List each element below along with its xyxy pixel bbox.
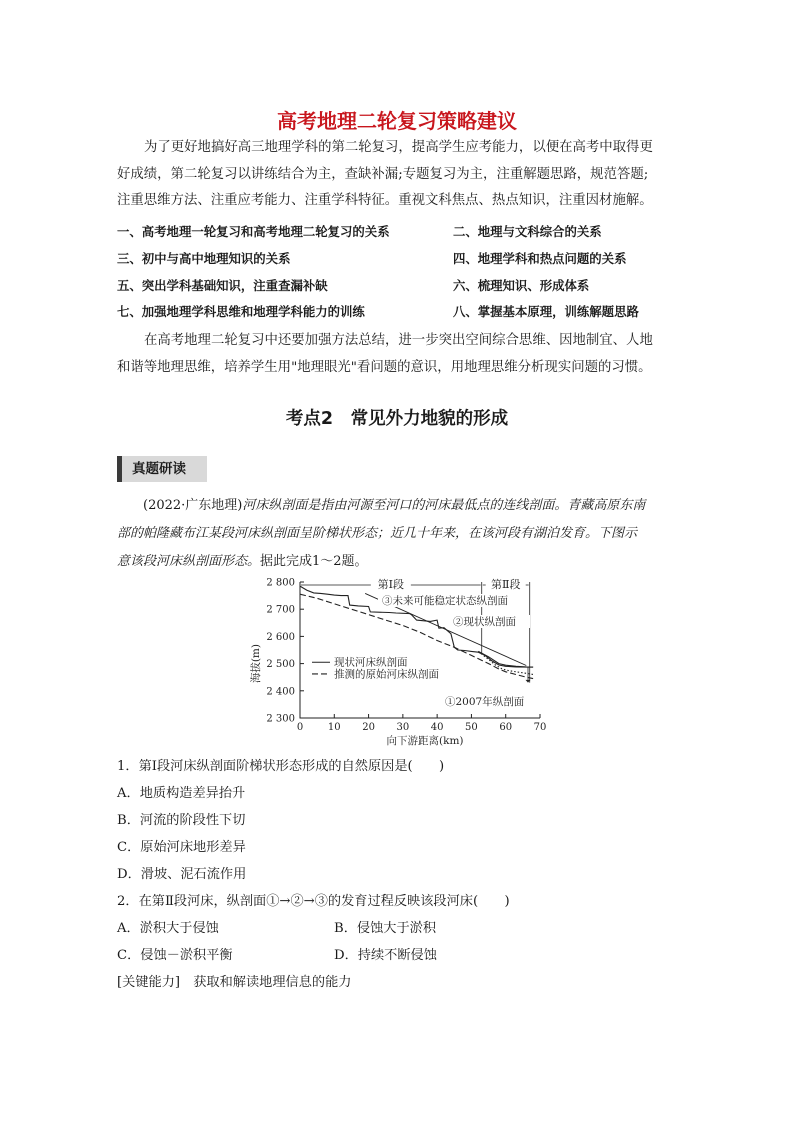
question-2-option-d: D．持续不断侵蚀 [334,948,437,963]
intro-line-2: 好成绩，第二轮复习以讲练结合为主，查缺补漏;专题复习为主，注重解题思路，规范答题; [117,166,649,182]
question-2-option-c: C．侵蚀－淤积平衡 [117,948,233,963]
annotation-current: ②现状纵剖面 [453,616,516,628]
question-1-option-d: D．滑坡、泥石流作用 [117,867,247,882]
closing-line-1: 在高考地理二轮复习中还要加强方法总结，进一步突出空间综合思维、因地制宜、人地 [144,333,653,348]
tag-bar [117,456,122,482]
segment-1-label: 第Ⅰ段 [377,578,405,591]
x-tick-label: 50 [465,722,478,733]
list-item: 三、初中与高中地理知识的关系 [117,250,291,266]
question-2-option-b: B．侵蚀大于淤积 [334,921,437,936]
list-item: 八、掌握基本原理，训练解题思路 [453,304,639,320]
x-tick-label: 60 [499,722,513,733]
chart-labels [249,578,546,748]
list-row [117,219,680,246]
y-tick-label: 2 400 [266,686,295,698]
list-item: 七、加强地理学科思维和地理学科能力的训练 [117,304,365,320]
closing-line-2: 和谐等地理思维，培养学生用"地理眼光"看问题的意识，用地理思维分析现实问题的习惯。 [117,359,652,375]
intro-line-1: 为了更好地搞好高三地理学科的第二轮复习，提高学生应考能力，以便在高考中取得更 [144,140,653,155]
list-item: 二、地理与文科综合的关系 [453,224,602,239]
legend-label: 推测的原始河床纵剖面 [334,668,439,681]
section-tag [117,456,207,482]
y-tick-label: 2 600 [266,631,295,643]
intro-paragraph [117,135,680,215]
intro-line-3: 注重思维方法、注重应考能力、注重学科特征。重视文科焦点、热点知识，注重因材施解。 [117,193,653,208]
y-tick-label: 2 800 [266,577,295,589]
tag-label: 真题研读 [132,461,186,477]
x-tick-label: 70 [533,722,547,733]
question-1-option-a: A．地质构造差异抬升 [117,786,246,801]
page-title: 高考地理二轮复习策略建议 [277,109,517,133]
list-row [117,273,680,300]
list-item: 五、突出学科基础知识，注重查漏补缺 [117,277,328,293]
x-tick-label: 10 [327,722,341,733]
section-heading: 考点2 常见外力地貌的形成 [285,409,509,429]
question-intro-line-3: 意该段河床纵剖面形态。 [117,554,261,569]
riverbed-profile-chart [245,574,555,754]
x-axis-label: 向下游距离(km) [386,735,464,747]
question-1-stem: 1．第Ⅰ段河床纵剖面阶梯状形态形成的自然原因是( ) [117,759,445,774]
y-axis-label: 海拔(m) [250,644,262,684]
annotation-stable: ③未来可能稳定状态纵剖面 [382,595,508,607]
question-intro-line-3-plain: 据此完成1～2题。 [260,554,368,569]
question-1-option-b: B．河流的阶段性下切 [117,813,246,828]
question-1-option-c: C．原始河床地形差异 [117,840,246,855]
list-row [117,299,680,326]
question-intro [117,492,680,576]
list-item: 一、高考地理一轮复习和高考地理二轮复习的关系 [117,224,390,239]
question-intro-line-1: 河床纵剖面是指由河源至河口的河床最低点的连线剖面。青藏高原东南 [242,498,646,513]
x-tick-label: 20 [362,722,375,733]
question-2-stem: 2．在第Ⅱ段河床，纵剖面①→②→③的发育过程反映该段河床( ) [117,894,510,909]
key-ability: [关键能力] 获取和解读地理信息的能力 [117,975,352,990]
y-tick-label: 2 500 [266,659,295,671]
list-item: 四、地理学科和热点问题的关系 [453,250,627,266]
list-item: 六、梳理知识、形成体系 [453,277,590,293]
annotation-2007: ①2007年纵剖面 [445,696,525,708]
x-tick-label: 30 [396,722,410,733]
legend-label: 现状河床纵剖面 [334,656,408,669]
closing-paragraph [117,328,680,381]
x-tick-label: 40 [430,722,444,733]
strategy-list [117,219,680,326]
y-tick-label: 2 300 [266,713,295,725]
question-2-option-a: A．淤积大于侵蚀 [117,921,219,936]
list-row [117,246,680,273]
x-tick-label: 0 [296,722,304,733]
question-source: (2022·广东地理) [143,498,243,513]
y-tick-label: 2 700 [266,604,295,616]
segment-2-label: 第Ⅱ段 [490,578,521,591]
question-intro-line-2: 部的帕隆藏布江某段河床纵剖面呈阶梯状形态；近几十年来，在该河段有湖泊发育。下图示 [117,526,638,541]
